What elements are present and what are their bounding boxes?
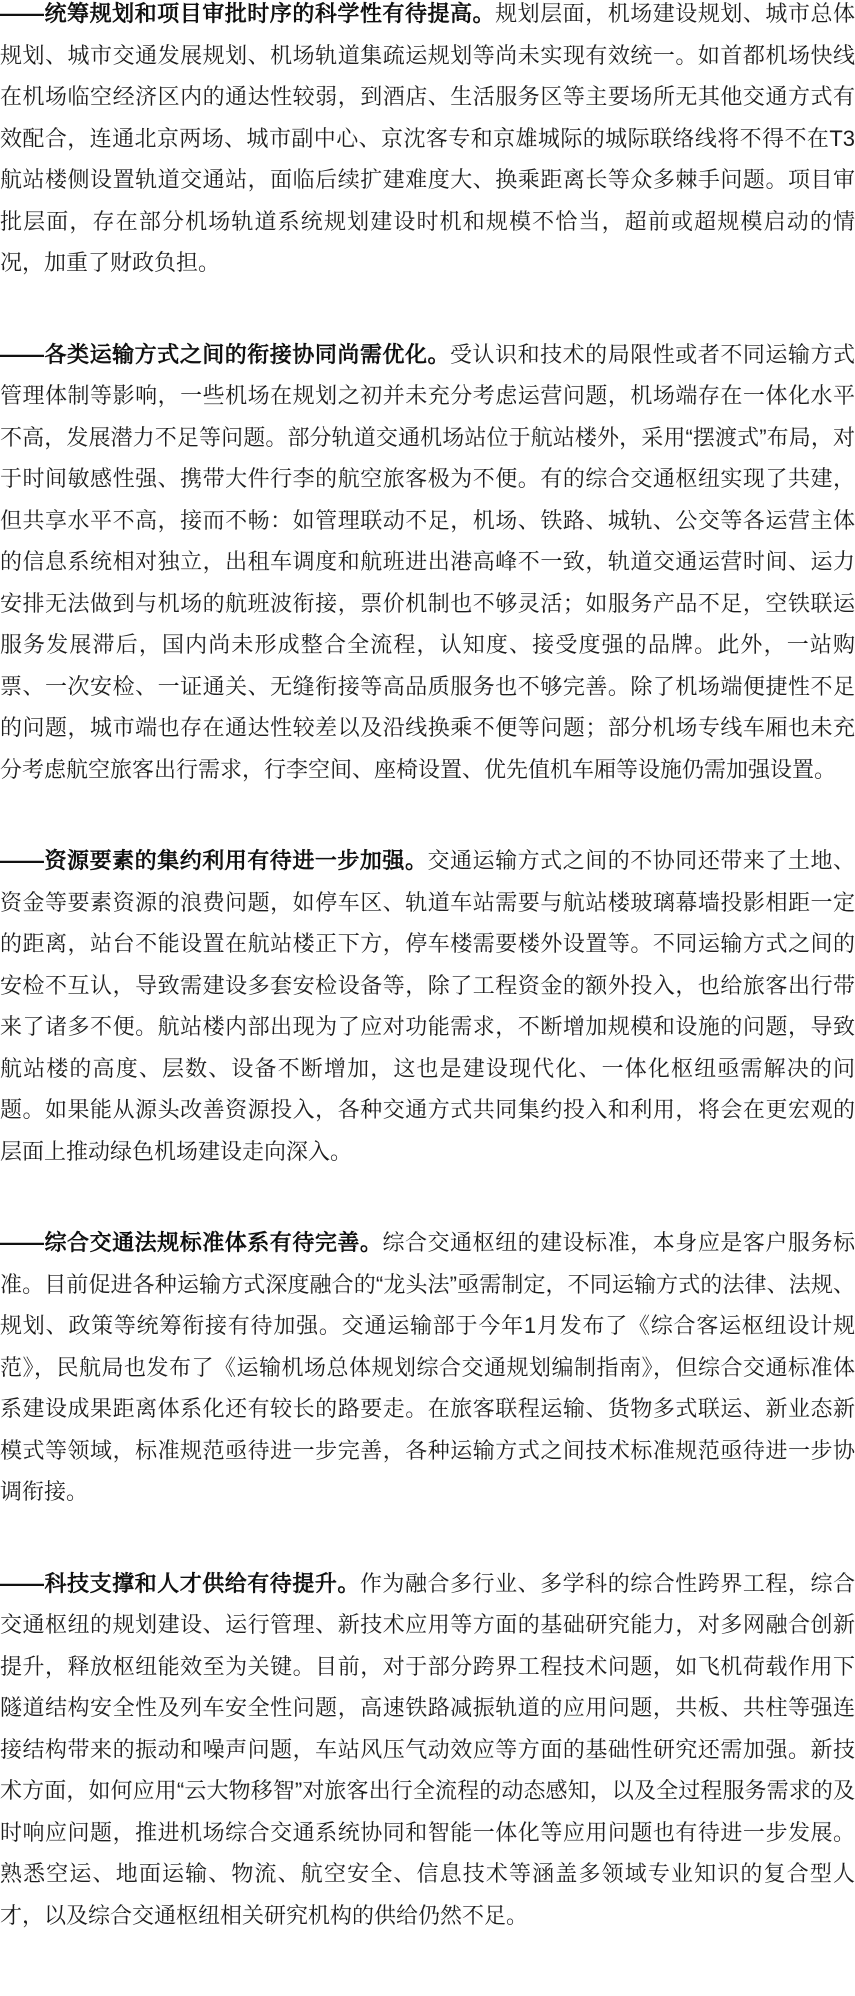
- paragraph: [0, 1563, 855, 1937]
- paragraph: [0, 334, 855, 791]
- paragraph-lead: ——综合交通法规标准体系有待完善。: [0, 1230, 383, 1255]
- paragraph-body: 规划层面，机场建设规划、城市总体规划、城市交通发展规划、机场轨道集疏运规划等尚未实现有效统一。如首都机场快线在机场临空经济区内的通达性较弱，到酒店、生活服务区等主要场所无其他交通方式有效配合，连通北京两场、城市副中心、京沈客专和京雄城际的城际联络线将不得不在T3航站楼侧设置轨道交通站，面临后续扩建难度大、换乘距离长等众多棘手问题。项目审批层面，存在部分机场轨道系统规划建设时机和规模不恰当，超前或超规模启动的情况，加重了财政负担。: [0, 1, 855, 275]
- paragraph-lead: ——各类运输方式之间的衔接协同尚需优化。: [0, 341, 451, 367]
- paragraph-body: 综合交通枢纽的建设标准，本身应是客户服务标准。目前促进各种运输方式深度融合的“龙头法”亟需制定，不同运输方式的法律、法规、规划、政策等统筹衔接有待加强。交通运输部于今年1月发布了《综合客运枢纽设计规范》，民航局也发布了《运输机场总体规划综合交通规划编制指南》，但综合交通标准体系建设成果距离体系化还有较长的路要走。在旅客联程运输、货物多式联运、新业态新模式等领域，标准规范亟待进一步完善，各种运输方式之间技术标准规范亟待进一步协调衔接。: [0, 1230, 855, 1504]
- paragraph-body: 交通运输方式之间的不协同还带来了土地、资金等要素资源的浪费问题，如停车区、轨道车站需要与航站楼玻璃幕墙投影相距一定的距离，站台不能设置在航站楼正下方，停车楼需要楼外设置等。不同运输方式之间的安检不互认，导致需建设多套安检设备等，除了工程资金的额外投入，也给旅客出行带来了诸多不便。航站楼内部出现为了应对功能需求，不断增加规模和设施的问题，导致航站楼的高度、层数、设备不断增加，这也是建设现代化、一体化枢纽亟需解决的问题。如果能从源头改善资源投入，各种交通方式共同集约投入和利用，将会在更宏观的层面上推动绿色机场建设走向深入。: [0, 848, 855, 1164]
- paragraph: [0, 0, 855, 284]
- paragraph-body: 受认识和技术的局限性或者不同运输方式管理体制等影响，一些机场在规划之初并未充分考虑运营问题，机场端存在一体化水平不高，发展潜力不足等问题。部分轨道交通机场站位于航站楼外，采用“摆渡式”布局，对于时间敏感性强、携带大件行李的航空旅客极为不便。有的综合交通枢纽实现了共建，但共享水平不高，接而不畅：如管理联动不足，机场、铁路、城轨、公交等各运营主体的信息系统相对独立，出租车调度和航班进出港高峰不一致，轨道交通运营时间、运力安排无法做到与机场的航班波衔接，票价机制也不够灵活；如服务产品不足，空铁联运服务发展滞后，国内尚未形成整合全流程，认知度、接受度强的品牌。此外，一站购票、一次安检、一证通关、无缝衔接等高品质服务也不够完善。除了机场端便捷性不足的问题，城市端也存在通达性较差以及沿线换乘不便等问题；部分机场专线车厢也未充分考虑航空旅客出行需求，行李空间、座椅设置、优先值机车厢等设施仍需加强设置。: [0, 341, 855, 782]
- paragraph-lead: ——科技支撑和人才供给有待提升。: [0, 1570, 360, 1596]
- paragraph: [0, 1222, 855, 1513]
- paragraph-lead: ——资源要素的集约利用有待进一步加强。: [0, 848, 428, 873]
- paragraph-body: 作为融合多行业、多学科的综合性跨界工程，综合交通枢纽的规划建设、运行管理、新技术应用等方面的基础研究能力，对多网融合创新提升，释放枢纽能效至为关键。目前，对于部分跨界工程技术问题，如飞机荷载作用下隧道结构安全性及列车安全性问题，高速铁路减振轨道的应用问题，共板、共柱等强连接结构带来的振动和噪声问题，车站风压气动效应等方面的基础性研究还需加强。新技术方面，如何应用“云大物移智”对旅客出行全流程的动态感知，以及全过程服务需求的及时响应问题，推进机场综合交通系统协同和智能一体化等应用问题也有待进一步发展。熟悉空运、地面运输、物流、航空安全、信息技术等涵盖多领域专业知识的复合型人才，以及综合交通枢纽相关研究机构的供给仍然不足。: [0, 1570, 855, 1928]
- paragraph: [0, 840, 855, 1172]
- paragraph-lead: ——统筹规划和项目审批时序的科学性有待提高。: [0, 1, 496, 26]
